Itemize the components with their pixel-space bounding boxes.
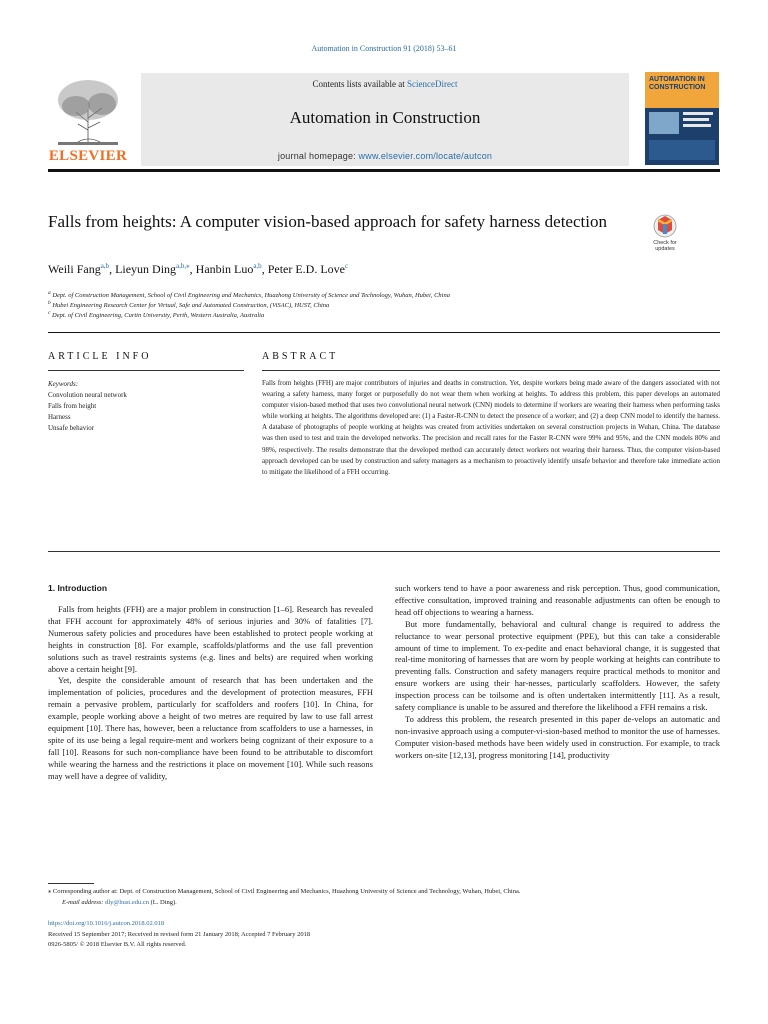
paragraph: Yet, despite the considerable amount of research that has been undertaken and the implementation of policies, procedures and the development of protection measures, FFH remain a pervasive problem, particularly for scaffolders and roofers [10]. In China, for example, people working above a height of two metres are required by law to use fall arrest equipment [10]. There has, however, been a reluctance from scaffolders to use a harnesses, in spite of its use being a legal require-ment and workers being cognizant of their exposure to a fall [10]. Reasons for such non-compliance have been found to be attributable to discomfort while wearing the harness and the restrictions it place on movement [10]. While such reasons may well have a degree of validity, <box>48 675 373 781</box>
title-divider <box>48 332 720 333</box>
crossmark-label-2: updates <box>655 246 675 252</box>
author-affiliation-mark[interactable]: c <box>345 262 349 270</box>
copyright-line: 0926-5805/ © 2018 Elsevier B.V. All rights reserved. <box>48 941 187 948</box>
article-info-heading: ARTICLE INFO <box>48 351 152 362</box>
abstract-heading: ABSTRACT <box>262 351 339 362</box>
keyword: Convolution neural network <box>48 391 127 399</box>
author-name[interactable]: Lieyun Ding <box>115 262 177 276</box>
homepage-link[interactable]: www.elsevier.com/locate/autcon <box>358 151 493 161</box>
keyword: Unsafe behavior <box>48 424 95 432</box>
author-affiliation-mark[interactable]: a,b <box>100 262 110 270</box>
cover-title: AUTOMATION IN CONSTRUCTION <box>649 76 706 91</box>
article-info-divider <box>48 370 244 371</box>
affiliation-c: $^c$ Dept. of Civil Engineering, Curtin University, Perth, Western Australia, Australia <box>48 310 265 320</box>
elsevier-wordmark: ELSEVIER <box>48 148 128 164</box>
doi-link[interactable]: https://doi.org/10.1016/j.autcon.2018.02.018 <box>48 920 165 927</box>
contents-line <box>141 79 629 89</box>
journal-homepage-line <box>141 151 629 161</box>
author-affiliation-mark[interactable]: a,b <box>253 262 262 270</box>
affiliation-a: $^a$ Dept. of Construction Management, School of Civil Engineering and Mechanics, Huazhong University of Science and Technology, Wuhan, Hubei, China <box>48 290 450 300</box>
keyword: Harness <box>48 413 71 421</box>
author-affiliation-mark[interactable]: a,b,⁎ <box>176 262 190 270</box>
body-column-right <box>395 583 720 762</box>
received-dates: Received 15 September 2017; Received in revised form 21 January 2018; Accepted 7 February 2018 <box>48 930 311 938</box>
journal-cover-thumbnail[interactable] <box>645 72 719 165</box>
email-link[interactable]: dly@hust.edu.cn <box>105 898 149 906</box>
abstract-divider <box>262 370 720 371</box>
author-name[interactable]: Hanbin Luo <box>195 262 254 276</box>
crossmark-label-1: Check for <box>653 240 677 246</box>
email-line: E-mail address: dly@hust.edu.cn (L. Ding). <box>62 898 177 906</box>
contents-prefix: Contents lists available at <box>312 79 407 89</box>
paragraph: But more fundamentally, behavioral and cultural change is required to address the reluctance to wear personal protective equipment (PPE), but this can take a considerable amount of time to implement. To ex-pedite and enact behavioral change, it is suggested that real-time monitoring of harnesses that are worn by people working at heights can contribute to preventing falls. Construction and safety managers require practical methods to monitor and ensure workers are using their har-nesses, particularly scaffolders. However, the safety inspection process can be toilsome and is often undertaken intermittently [11]. As a result, safety compliance is unable to be assured and therefore the likelihood a FFH remains a risk. <box>395 618 720 713</box>
footnote-divider <box>48 883 94 884</box>
homepage-prefix: journal homepage: <box>277 151 359 161</box>
section-heading-introduction: 1. Introduction <box>48 583 108 593</box>
publication-info <box>48 919 720 951</box>
author-name[interactable]: Weili Fang <box>48 262 101 276</box>
article-title: Falls from heights: A computer vision-based approach for safety harness detection <box>48 212 607 231</box>
paragraph: Falls from heights (FFH) are a major problem in construction [1–6]. Research has revealed that FFH account for approximately 48% of serious injuries and 30% of fatalities [7]. Numerous safety policies and procedures have been established to protect people working at heights in construction [8]. For example, scaffolds/platforms and the use fall prevention solutions such as travel restraints systems (e.g. lines and belts) are required when working above a certain height [9]. <box>48 604 373 674</box>
body-column-left <box>48 604 373 783</box>
author-list: Weili Fang$^{a,b}$, Lieyun Ding$^{a,b,⁎}$, Hanbin Luo$^{a,b}$, Peter E.D. Love$^c$ <box>48 262 349 276</box>
keywords-label: Keywords: <box>48 380 79 388</box>
paragraph: such workers tend to have a poor awareness and risk perception. Thus, good communication, effective consultation, improved training and reasonable adjustments can often be enough to head off objections to wearing a harness. <box>395 583 720 617</box>
masthead-divider <box>48 169 720 172</box>
abstract-bottom-divider <box>48 551 720 552</box>
journal-title: Automation in Construction <box>289 108 481 127</box>
corresponding-author-note: ⁎ Corresponding author at: Dept. of Construction Management, School of Civil Engineering and Mechanics, Huazhong University of Science and Technology, Wuhan, Hubei, China. <box>48 888 521 895</box>
check-for-updates-icon[interactable] <box>644 212 686 254</box>
keywords-block <box>48 379 244 434</box>
journal-citation-link[interactable]: Automation in Construction 91 (2018) 53–61 <box>311 44 457 53</box>
footnote-block <box>48 887 720 908</box>
affiliation-b: $^b$ Hubei Engineering Research Center for Virtual, Safe and Automated Construction, (ViSAC), HUST, China <box>48 300 330 310</box>
paragraph: To address this problem, the research presented in this paper de-velops an automatic and non-invasive approach using a computer-vi-sion-based method to monitor the use of harnesses. Computer vision-based methods have been widely used in construction. For example, to track workers on-site [12,13], progress monitoring [14], productivity <box>395 713 720 760</box>
sciencedirect-link[interactable]: ScienceDirect <box>407 79 458 89</box>
author-name[interactable]: Peter E.D. Love <box>267 262 345 276</box>
abstract-text: Falls from heights (FFH) are major contributors of injuries and deaths in construction. Yet, despite workers being made aware of the dangers associated with not wearing a safety harness, many forget or purposefully do not wear them when working at heights. To address this problem, this paper develops an automated computer vision-based method that uses two convolutional neural network (CNN) models to determine if workers are wearing their harness when performing tasks while working at heights. The algorithms developed are: (1) a Faster-R-CNN to detect the presence of a worker; and (2) a deep CNN model to identify the harness. A database of photographs of people working at heights was created from activities undertaken on several construction projects in Wuhan, China. The database was then used to test and train the developed networks. The precision and recall rates for the Faster R-CNN were 99% and 95%, and the CNN models 80% and 98%, respectively. The results demonstrate that the developed method can accurately detect workers not wearing their harness. Thus, the computer vision-based approach developed can be used by construction and safety managers as a mechanism to proactively identify unsafe behavior and therefore take immediate action to mitigate the likelihood of a FFH occurring. <box>262 379 720 476</box>
keyword: Falls from height <box>48 402 97 410</box>
